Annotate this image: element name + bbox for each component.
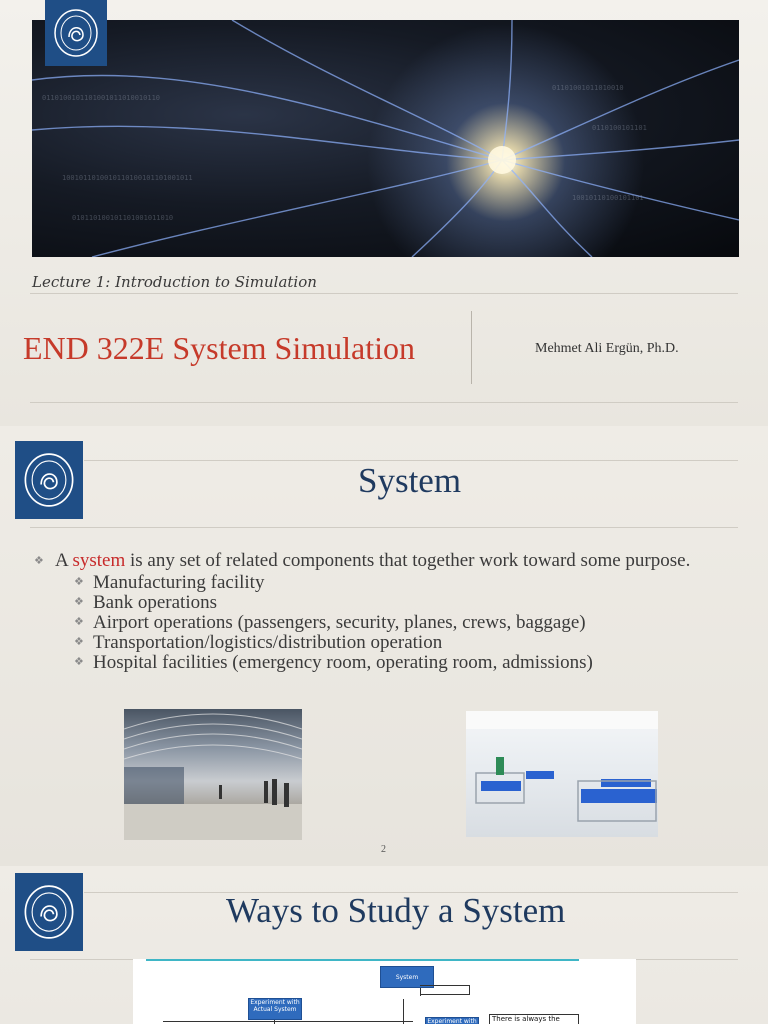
ways-slide	[0, 866, 768, 1024]
bullet-list	[34, 548, 734, 673]
connector	[163, 1021, 413, 1022]
vertical-divider	[471, 311, 472, 384]
sub-bullet-text: Airport operations (passengers, security, planes, crews, baggage)	[93, 612, 586, 633]
sub-bullet	[74, 633, 734, 653]
diamond-bullet-icon: ❖	[34, 555, 44, 567]
university-logo	[15, 441, 83, 519]
university-logo	[15, 873, 83, 951]
lecture-subtitle: Lecture 1: Introduction to Simulation	[32, 273, 317, 291]
hospital-photo	[466, 711, 658, 837]
diamond-bullet-icon: ❖	[74, 576, 84, 588]
svg-text:01101001011010010: 01101001011010010	[552, 84, 624, 92]
sub-bullet	[74, 613, 734, 633]
itu-seal-icon	[22, 449, 76, 511]
divider	[30, 402, 738, 403]
slide-title: System	[358, 461, 462, 500]
sub-bullet-text: Manufacturing facility	[93, 572, 265, 593]
highlighted-term: system	[72, 550, 126, 571]
diagram-model-box: Experiment with	[425, 1017, 479, 1024]
main-bullet	[34, 548, 734, 573]
divider	[30, 293, 738, 294]
svg-text:10010110100101101: 10010110100101101	[572, 194, 644, 202]
author-name: Mehmet Ali Ergün, Ph.D.	[535, 341, 679, 356]
connector	[403, 999, 404, 1024]
svg-text:0110100101101: 0110100101101	[592, 124, 647, 132]
system-slide	[0, 426, 768, 866]
airport-photo	[124, 709, 302, 840]
sub-bullet	[74, 593, 734, 613]
sub-bullet	[74, 573, 734, 593]
title-slide	[0, 0, 768, 426]
itu-seal-icon	[52, 7, 100, 59]
diagram-actual-system-box: Experiment with Actual System	[248, 998, 302, 1020]
svg-text:100101101001011010010110100101: 1001011010010110100101101001011	[62, 174, 193, 182]
sub-bullet-text: Hospital facilities (emergency room, operating room, admissions)	[93, 652, 593, 673]
bullet-text: is any set of related components that together work toward some purpose.	[125, 550, 691, 571]
itu-seal-icon	[22, 881, 76, 943]
course-title: END 322E System Simulation	[23, 330, 415, 366]
diamond-bullet-icon: ❖	[74, 596, 84, 608]
sub-bullet-list	[74, 573, 734, 673]
university-logo	[45, 0, 107, 66]
svg-text:0110100101101001011010010110: 0110100101101001011010010110	[42, 94, 161, 102]
slide-title: Ways to Study a System	[226, 891, 566, 930]
connector	[420, 985, 470, 995]
sub-bullet-text: Bank operations	[93, 592, 218, 613]
diamond-bullet-icon: ❖	[74, 616, 84, 628]
sub-bullet	[74, 653, 734, 673]
diagram-note: There is always the	[489, 1014, 579, 1024]
diamond-bullet-icon: ❖	[74, 636, 84, 648]
divider	[30, 527, 738, 528]
page-number: 2	[381, 844, 386, 855]
svg-text:010110100101101001011010: 010110100101101001011010	[72, 214, 174, 222]
diagram-root-box: System	[380, 966, 434, 988]
diamond-bullet-icon: ❖	[74, 656, 84, 668]
bullet-text: A	[55, 550, 73, 571]
sub-bullet-text: Transportation/logistics/distribution operation	[93, 632, 443, 653]
accent-line	[146, 959, 579, 961]
hero-image-binary-network	[32, 20, 739, 257]
study-methods-diagram	[133, 959, 636, 1024]
